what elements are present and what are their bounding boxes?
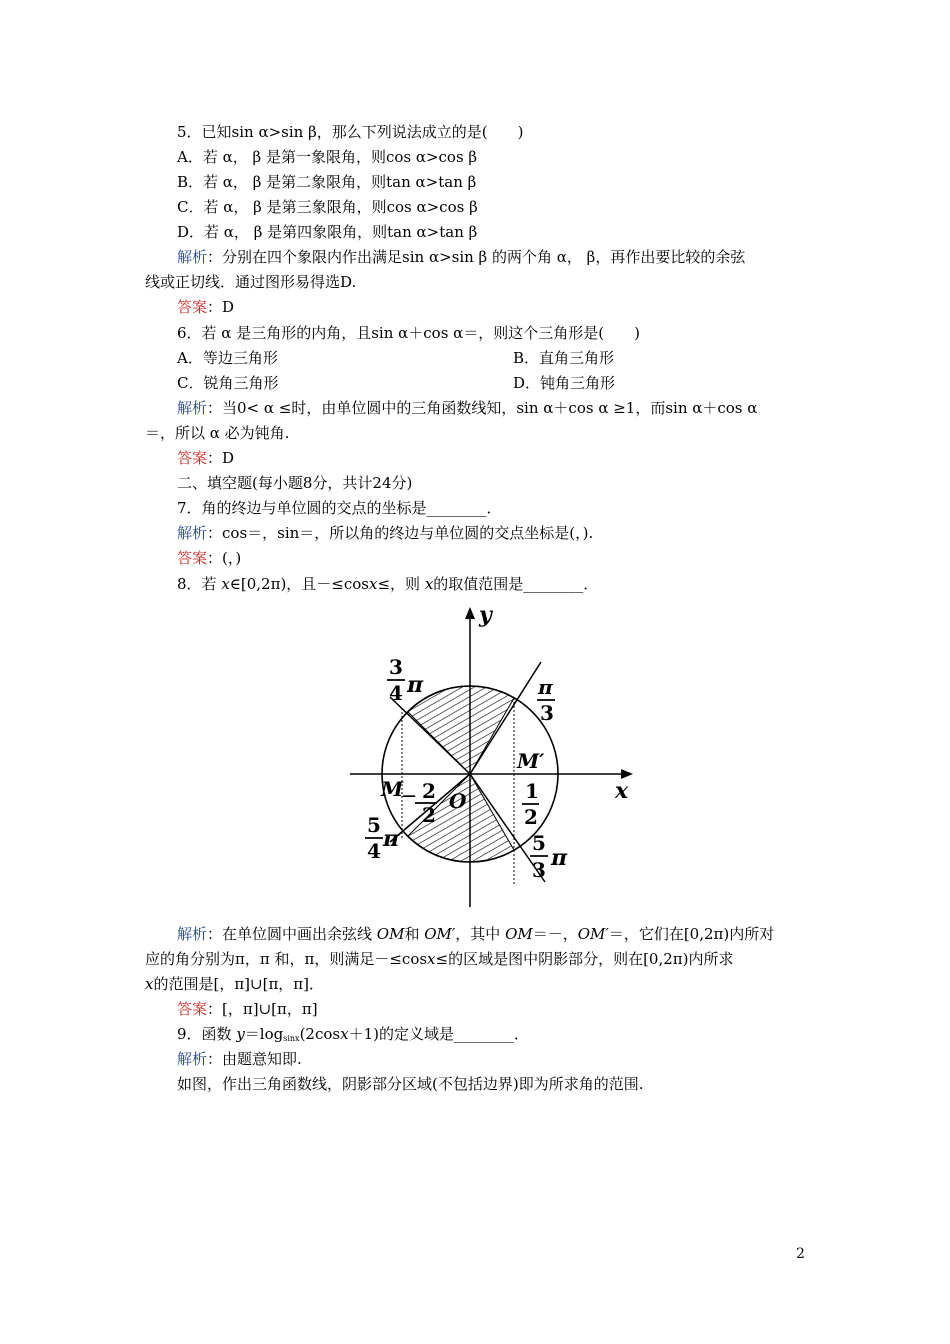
q8-stem [177,574,598,594]
var-y: y [236,1025,245,1043]
q6-answer [177,448,234,468]
q8-answer [177,999,318,1019]
analysis-text: ：当0< α ≤时，由单位圆中的三角函数线知，sin α＋cos α ≥1，而sin α＋cos α [207,399,758,417]
q6-analysis-line2: ＝，所以 α 必为钝角. [145,424,290,442]
stem-part: (2cos [299,1025,341,1043]
var-om-prime: OM′ [424,925,456,943]
q5-stem: 5．已知sin α>sin β，那么下列说法成立的是( ) [177,123,524,141]
pi-symbol: π [383,826,400,852]
analysis-text: ＝，它们在[0,2π)内所对 [608,925,775,943]
q8-analysis-line2 [145,949,734,969]
half-num: 1 [525,779,539,803]
q5-option-a: A．若 α， β 是第一象限角，则cos α>cos β [177,148,478,166]
frac-5-4-num: 5 [367,813,381,837]
unit-circle-figure [345,602,635,912]
frac-5-4-den: 4 [367,839,381,863]
var-x: x [424,575,434,593]
var-x: x [221,575,230,593]
stem-part: 的取值范围是________． [433,575,599,593]
answer-text: ：D [207,298,235,316]
q5-answer [177,297,234,317]
analysis-text: 和 [404,925,425,943]
half-den: 2 [524,805,538,829]
analysis-label: 解析 [177,1050,208,1068]
var-om: OM [505,925,533,943]
analysis-text: ：由题意知即. [207,1050,302,1068]
neg-frac-num: 2 [422,779,436,803]
answer-label: 答案 [177,449,208,467]
q9-stem [177,1024,529,1049]
analysis-text: ：在单位圆中画出余弦线 [207,925,377,943]
q7-stem: 7．角的终边与单位圆的交点的坐标是________． [177,499,502,517]
analysis-label: 解析 [177,248,208,266]
q7-analysis [177,523,593,543]
log-base: sinx [283,1034,300,1043]
answer-text: ：D [207,449,235,467]
q6-option-a: A．等边三角形 [177,349,278,367]
analysis-label: 解析 [177,925,208,943]
stem-part: 8．若 [177,575,222,593]
pi-symbol: π [551,845,568,871]
section-heading: 二、填空题(每小题8分，共计24分) [177,474,413,492]
stem-part: ≤，则 [377,575,425,593]
analysis-text: ≤的区域是图中阴影部分，则在[0,2π)内所求 [435,950,734,968]
var-x: x [340,1025,349,1043]
q6-option-d: D．钝角三角形 [513,374,616,392]
q6-option-b: B．直角三角形 [513,349,615,367]
neg-sign: — [402,788,416,804]
q5-analysis-line1 [177,247,745,267]
answer-label: 答案 [177,1000,208,1018]
neg-frac-den: 2 [422,803,436,827]
stem-part: ＋1)的定义域是________． [348,1025,529,1043]
m-prime-label: M′ [517,749,545,773]
analysis-text: 的范围是[，π]∪[π，π]． [153,975,325,993]
analysis-text: 应的角分别为π，π 和，π，则满足－≤cos [145,950,428,968]
x-axis-label: x [615,778,629,804]
analysis-text: ，其中 [455,925,506,943]
page-number: 2 [796,1246,805,1262]
stem-part: ∈[0,2π)，且－≤cos [229,575,370,593]
q5-option-d: D．若 α， β 是第四象限角，则tan α>tan β [177,223,478,241]
pi-symbol: π [407,672,424,698]
q5-option-c: C．若 α， β 是第三象限角，则cos α>cos β [177,198,478,216]
y-axis-arrow [465,607,475,619]
q6-option-c: C．锐角三角形 [177,374,279,392]
var-om: OM [376,925,405,943]
answer-text: ：[，π]∪[π，π] [207,1000,318,1018]
analysis-text: ：cos＝，sin＝，所以角的终边与单位圆的交点坐标是(，). [207,524,594,542]
frac-5-3-num: 5 [532,831,546,855]
q6-analysis-line1 [177,398,757,418]
var-om-prime: OM′ [577,925,609,943]
frac-5-3-den: 3 [532,858,546,882]
frac-pi-3-den: 3 [540,701,554,725]
analysis-text: ：分别在四个象限内作出满足sin α>sin β 的两个角 α， β，再作出要比较的余弦 [207,248,746,266]
q7-answer [177,548,241,568]
m-label: M [381,777,404,801]
y-axis-label: y [479,602,492,628]
var-x: x [145,975,154,993]
var-x: x [427,950,436,968]
analysis-text: ＝－， [532,925,578,943]
stem-part: 9．函数 [177,1025,237,1043]
analysis-label: 解析 [177,524,208,542]
q6-stem: 6．若 α 是三角形的内角，且sin α＋cos α＝，则这个三角形是( ) [177,324,640,342]
q9-extra: 如图，作出三角函数线，阴影部分区域(不包括边界)即为所求角的范围. [177,1075,644,1093]
q9-analysis [177,1049,302,1069]
answer-label: 答案 [177,298,208,316]
var-x: x [369,575,378,593]
q5-option-b: B．若 α， β 是第二象限角，则tan α>tan β [177,173,477,191]
answer-label: 答案 [177,549,208,567]
answer-text: ：(，) [207,549,242,567]
origin-label: O [449,789,467,813]
stem-part: ＝log [244,1025,284,1043]
frac-3-4-num: 3 [389,655,403,679]
q5-analysis-line2: 线或正切线．通过图形易得选D. [145,273,357,291]
frac-pi-3-num: π [538,675,553,699]
q8-analysis-line3 [145,974,324,994]
analysis-label: 解析 [177,399,208,417]
q8-analysis-line1 [177,924,774,944]
frac-3-4-den: 4 [389,681,403,705]
